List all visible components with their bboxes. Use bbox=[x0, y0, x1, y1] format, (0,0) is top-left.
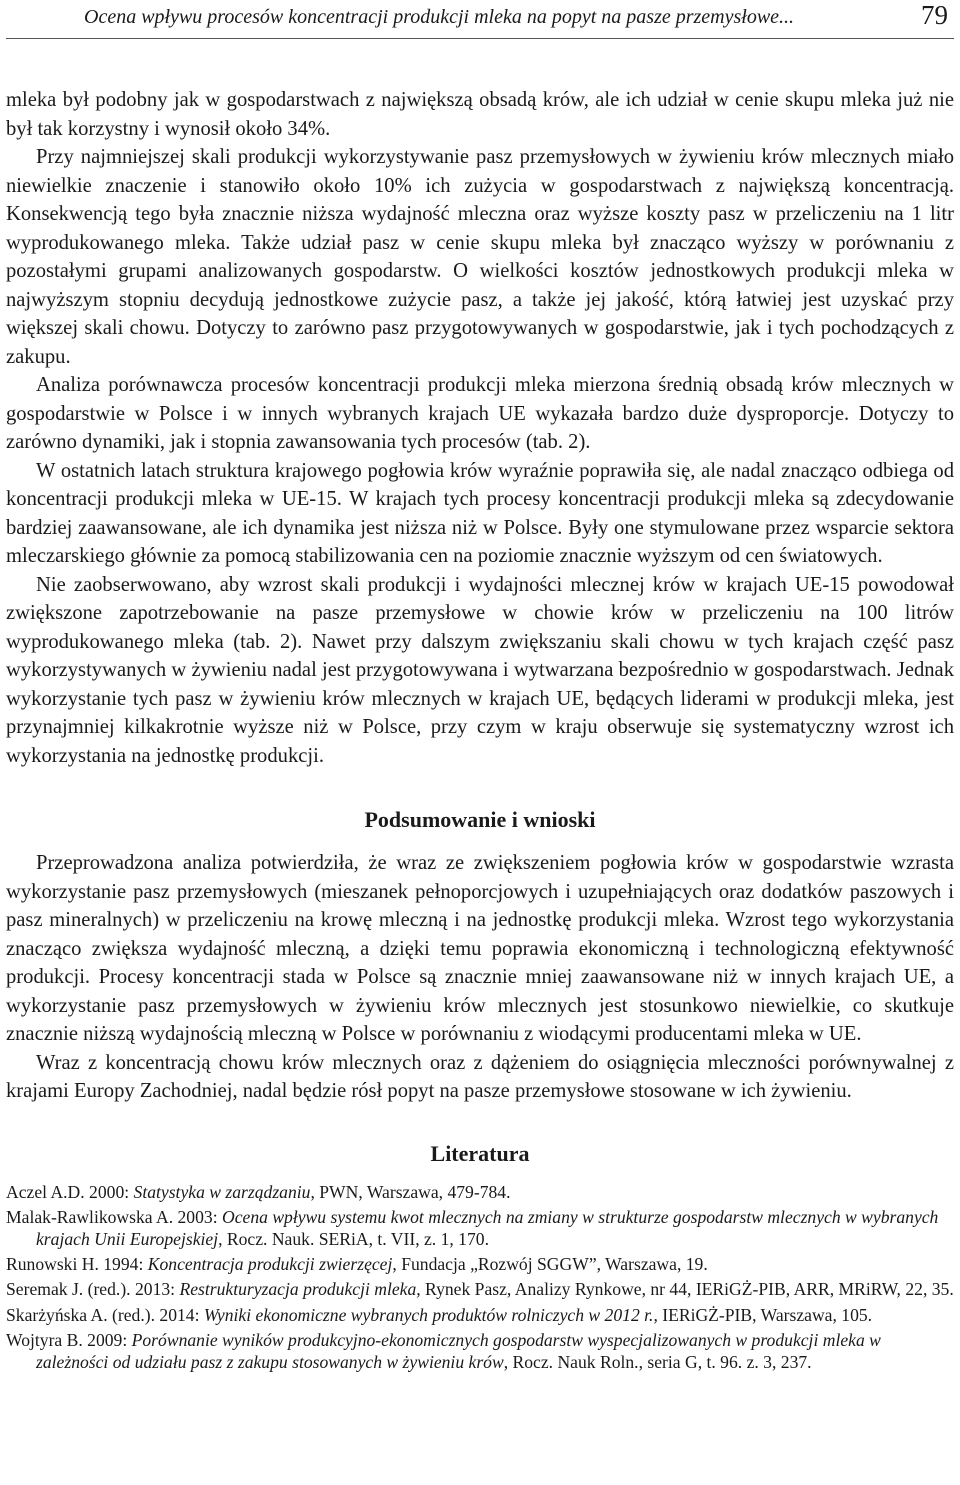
ref-details: , IERiGŻ-PIB, Warszawa, 105. bbox=[653, 1304, 873, 1325]
summary-section bbox=[6, 849, 954, 1106]
ref-details: , Rocz. Nauk. SERiA, t. VII, z. 1, 170. bbox=[218, 1228, 489, 1249]
body-paragraph: mleka był podobny jak w gospodarstwach z największą obsadą krów, ale ich udział w cenie skupu mleka już nie był tak korzystny i wynosił około 34%. bbox=[6, 89, 954, 140]
body-paragraph: Przy najmniejszej skali produkcji wykorzystywanie pasz przemysłowych w żywieniu krów mlecznych miało niewielkie znaczenie i stanowiło około 10% ich zużycia w gospodarstwach z największą koncentracją. Konsekwencją tego była znacznie niższa wydajność mleczna oraz wyższe koszty pasz w przeliczeniu na 1 litr wyprodukowanego mleka. Także udział pasz w cenie skupu mleka był znacząco wyższy w porównaniu z pozostałymi grupami analizowanych gospodarstw. O wielkości kosztów jednostkowych produkcji mleka w najwyższym stopniu decydują jednostkowe zużycie pasz, a także jej jakość, którą łatwiej jest uzyskać przy większej skali chowu. Dotyczy to zarówno pasz przygotowywanych w gospodarstwie, jak i tych pochodzących z zakupu. bbox=[6, 146, 954, 368]
reference-item bbox=[6, 1304, 954, 1326]
reference-item bbox=[6, 1278, 954, 1300]
ref-author: Skarżyńska A. (red.). 2014: bbox=[6, 1304, 204, 1325]
body-paragraph: Analiza porównawcza procesów koncentracji produkcji mleka mierzona średnią obsadą krów mlecznych w gospodarstwie w Polsce i w innych wybranych krajach UE wykazała bardzo duże dysproporcje. Dotyczy to zarówno dynamiki, jak i stopnia zawansowania tych procesów (tab. 2). bbox=[6, 374, 954, 453]
ref-details: Rynek Pasz, Analizy Rynkowe, nr 44, IERiGŻ-PIB, ARR, MRiRW, 22, 35. bbox=[420, 1279, 954, 1300]
section-heading-summary: Podsumowanie i wnioski bbox=[364, 807, 596, 832]
reference-list bbox=[6, 1181, 954, 1374]
ref-details: , Fundacja „Rozwój SGGW”, Warszawa, 19. bbox=[392, 1254, 708, 1275]
ref-details: , PWN, Warszawa, 479-784. bbox=[310, 1181, 511, 1202]
body-paragraph: W ostatnich latach struktura krajowego pogłowia krów wyraźnie poprawiła się, ale nadal znacząco odbiega od koncentracji produkcji mleka w UE-15. W krajach tych procesy koncentracji produkcji mleka są zdecydowanie bardziej zaawansowane, ale ich dynamika jest niższa niż w Polsce. Były one stymulowane przez wsparcie sektora mleczarskiego głównie za pomocą stabilizowania cen na poziomie znacznie wyższym od cen światowych. bbox=[6, 459, 954, 567]
reference-item bbox=[6, 1206, 954, 1250]
ref-details: , Rocz. Nauk Roln., seria G, t. 96. z. 3, 237. bbox=[503, 1351, 812, 1372]
ref-title: Statystyka w zarządzaniu bbox=[133, 1181, 311, 1202]
ref-title: Wyniki ekonomiczne wybranych produktów rolniczych w 2012 r. bbox=[203, 1304, 654, 1325]
ref-author: Runowski H. 1994: bbox=[6, 1254, 148, 1275]
body-paragraph: Nie zaobserwowano, aby wzrost skali produkcji i wydajności mlecznej krów w krajach UE-15 powodował zwiększone zapotrzebowanie na pasze przemysłowe w chowie krów w przeliczeniu na 100 litrów wyprodukowanego mleka (tab. 2). Nawet przy dalszym zwiększaniu skali chowu w tych krajach część pasz wykorzystywanych w żywieniu nadal jest przygotowywana i wytwarzana bezpośrednio w gospodarstwach. Jednak wykorzystanie tych pasz w żywieniu krów mlecznych w krajach UE, będących liderami w produkcji mleka, jest przynajmniej kilkakrotnie wyższe niż w Polsce, przy czym w kraju obserwuje się systematyczny wzrost ich wykorzystania na jednostkę produkcji. bbox=[6, 573, 954, 767]
reference-item bbox=[6, 1181, 954, 1203]
ref-author: Wojtyra B. 2009: bbox=[6, 1329, 132, 1350]
page bbox=[6, 0, 954, 1376]
ref-author: Aczel A.D. 2000: bbox=[6, 1181, 134, 1202]
ref-author: Malak-Rawlikowska A. 2003: bbox=[6, 1206, 222, 1227]
reference-item bbox=[6, 1329, 954, 1373]
body-section bbox=[6, 86, 954, 770]
ref-title: Koncentracja produkcji zwierzęcej bbox=[147, 1254, 393, 1275]
running-header bbox=[6, 0, 954, 39]
ref-author: Seremak J. (red.). 2013: bbox=[6, 1279, 180, 1300]
ref-title: Porównanie wyników produkcyjno-ekonomicznych gospodarstw wyspecjalizowanych w produkcji mleka w zależności od udziału pasz z zakupu stosowanych w żywieniu krów bbox=[36, 1329, 881, 1372]
ref-title: Restrukturyzacja produkcji mleka, bbox=[179, 1279, 421, 1300]
reference-item bbox=[6, 1253, 954, 1275]
running-title: Ocena wpływu procesów koncentracji produkcji mleka na popyt na pasze przemysłowe... bbox=[84, 6, 795, 28]
summary-paragraph: Wraz z koncentracją chowu krów mlecznych oraz z dążeniem do osiągnięcia mleczności porównywalnej z krajami Europy Zachodniej, nadal będzie rósł popyt na pasze przemysłowe stosowane w ich żywieniu. bbox=[6, 1051, 954, 1102]
section-heading-literature: Literatura bbox=[430, 1140, 530, 1166]
ref-title: Ocena wpływu systemu kwot mlecznych na zmiany w strukturze gospodarstw mlecznych w wybranych krajach Unii Europejskiej bbox=[36, 1206, 939, 1249]
page-number: 79 bbox=[921, 0, 948, 30]
summary-paragraph: Przeprowadzona analiza potwierdziła, że wraz ze zwiększeniem pogłowia krów w gospodarstwie wzrasta wykorzystanie pasz przemysłowych (mieszanek pełnoporcjowych i uzupełniających oraz dodatków paszowych i pasz mineralnych) w przeliczeniu na krowę mleczną i na jednostkę produkcji mleka. Wzrost tego wykorzystania znacząco zwiększa wydajność mleczną, a dzięki temu poprawia ekonomiczną i technologiczną efektywność produkcji. Procesy koncentracji stada w Polsce są znacznie mniej zaawansowane niż w innych krajach UE, a wykorzystanie pasz przemysłowych w żywieniu krów mlecznych jest stosunkowo niewielkie, co skutkuje znacznie niższą wydajnością mleczną w Polsce w porównaniu z wiodącymi producentami mleka w UE. bbox=[6, 852, 954, 1045]
